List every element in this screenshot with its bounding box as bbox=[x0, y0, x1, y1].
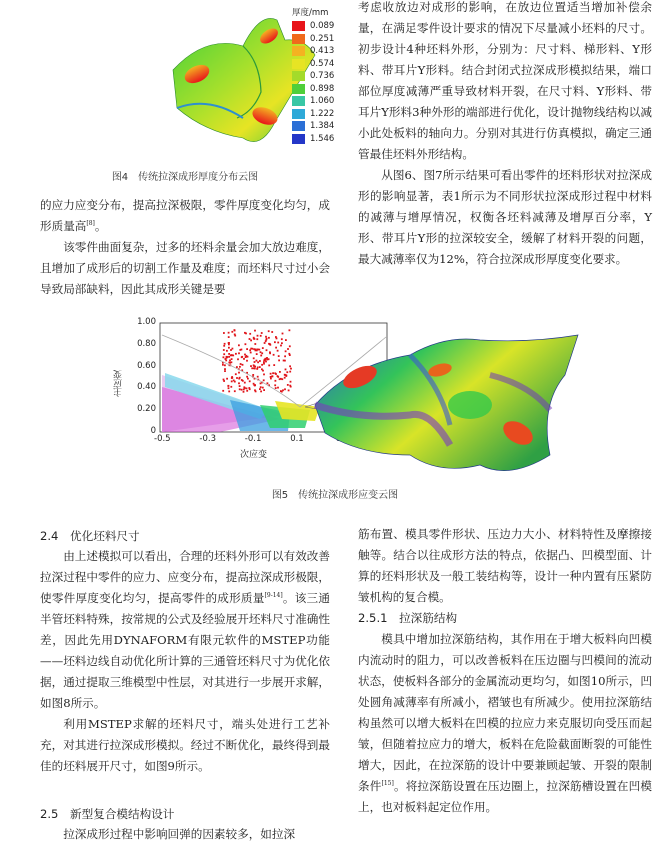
y-tick-label: 1.00 bbox=[137, 317, 156, 327]
scatter-point bbox=[267, 382, 269, 384]
legend-value: 0.736 bbox=[310, 71, 335, 81]
left-top-text bbox=[40, 195, 330, 300]
scatter-point bbox=[250, 365, 252, 367]
scatter-point bbox=[243, 391, 245, 393]
legend-swatch bbox=[292, 134, 305, 144]
scatter-point bbox=[254, 361, 256, 363]
scatter-point bbox=[281, 378, 283, 380]
strain-plot bbox=[110, 315, 580, 485]
scatter-point bbox=[260, 351, 262, 353]
scatter-point bbox=[224, 343, 226, 345]
scatter-point bbox=[231, 376, 233, 378]
x-tick-label: -0.5 bbox=[154, 434, 171, 444]
scatter-point bbox=[254, 330, 256, 332]
legend-swatch bbox=[292, 21, 305, 31]
scatter-point bbox=[245, 333, 247, 335]
scatter-point bbox=[224, 364, 226, 366]
scatter-point bbox=[271, 331, 273, 333]
scatter-point bbox=[263, 374, 265, 376]
scatter-point bbox=[255, 350, 257, 352]
scatter-point bbox=[263, 363, 265, 365]
scatter-point bbox=[283, 360, 285, 362]
scatter-point bbox=[237, 358, 239, 360]
scatter-point bbox=[284, 374, 286, 376]
scatter-point bbox=[248, 387, 250, 389]
scatter-point bbox=[228, 362, 230, 364]
scatter-point bbox=[238, 382, 240, 384]
scatter-point bbox=[253, 357, 255, 359]
scatter-point bbox=[266, 359, 268, 361]
scatter-point bbox=[238, 344, 240, 346]
scatter-point bbox=[273, 354, 275, 356]
scatter-point bbox=[255, 391, 257, 393]
scatter-point bbox=[278, 355, 280, 357]
scatter-point bbox=[266, 357, 268, 359]
section-2-5-1-heading: 2.5.1 拉深筋结构 bbox=[358, 611, 458, 625]
scatter-point bbox=[239, 349, 241, 351]
scatter-point bbox=[224, 368, 226, 370]
scatter-point bbox=[227, 385, 229, 387]
scatter-point bbox=[268, 337, 270, 339]
scatter-point bbox=[265, 361, 267, 363]
scatter-point bbox=[231, 358, 233, 360]
scatter-point bbox=[263, 379, 265, 381]
legend-title: 厚度/mm bbox=[292, 8, 329, 18]
scatter-point bbox=[251, 367, 253, 369]
scatter-point bbox=[284, 377, 286, 379]
scatter-point bbox=[280, 345, 282, 347]
citation: [8] bbox=[86, 220, 95, 227]
scatter-point bbox=[223, 332, 225, 334]
scatter-point bbox=[231, 354, 233, 356]
legend-value: 0.413 bbox=[310, 46, 335, 56]
scatter-point bbox=[259, 360, 261, 362]
scatter-point bbox=[235, 353, 237, 355]
scatter-point bbox=[261, 352, 263, 354]
scatter-point bbox=[277, 375, 279, 377]
scatter-point bbox=[230, 386, 232, 388]
scatter-point bbox=[257, 361, 259, 363]
scatter-point bbox=[222, 390, 224, 392]
scatter-point bbox=[241, 379, 243, 381]
scatter-point bbox=[270, 378, 272, 380]
scatter-point bbox=[269, 352, 271, 354]
scatter-point bbox=[231, 381, 233, 383]
scatter-point bbox=[263, 361, 265, 363]
scatter-point bbox=[260, 386, 262, 388]
scatter-point bbox=[281, 342, 283, 344]
scatter-point bbox=[265, 340, 267, 342]
scatter-point bbox=[236, 377, 238, 379]
scatter-point bbox=[232, 348, 234, 350]
paragraph: 该零件曲面复杂，过多的坯料余量会加大放边难度，且增加了成形后的切割工作量及难度；而坯料尺寸过小会导致局部缺料，因此其成形关键是要 bbox=[40, 240, 330, 296]
scatter-point bbox=[246, 390, 248, 392]
scatter-point bbox=[246, 348, 248, 350]
figure-5-caption: 图5 传统拉深成形应变云图 bbox=[271, 490, 399, 501]
y-tick-label: 0 bbox=[150, 426, 156, 436]
legend-swatch bbox=[292, 109, 305, 119]
scatter-point bbox=[275, 380, 277, 382]
scatter-point bbox=[239, 385, 241, 387]
scatter-point bbox=[286, 371, 288, 373]
legend-value: 1.546 bbox=[310, 133, 335, 144]
legend-value: 0.574 bbox=[310, 58, 335, 69]
scatter-point bbox=[269, 344, 271, 346]
scatter-point bbox=[254, 384, 256, 386]
scatter-point bbox=[244, 387, 246, 389]
paragraph: 模具中增加拉深筋结构，其作用在于增大板料向凹模内流动时的阻力，可以改善板料在压边圈与凹模间的流动状态，使板料各部分的金属流动更均匀，如图10所示，凹处圆角减薄率有所减小，褶皱也有所减少。使用拉深筋结构虽然可以增大板料在凹模的拉应力来克服切向受压而起皱，但随着拉应力的增大，板料在危险截面断裂的可能性增大，因此，在拉深筋的设计中要兼顾起皱、开裂的限制条件[15]。将拉深筋设置在压边圈上，拉深筋槽设置在凹模上，也对板料起定位作用。 bbox=[358, 632, 652, 814]
scatter-point bbox=[279, 378, 281, 380]
scatter-point bbox=[266, 349, 268, 351]
scatter-point bbox=[274, 341, 276, 343]
scatter-point bbox=[258, 349, 260, 351]
scatter-point bbox=[260, 355, 262, 357]
scatter-point bbox=[246, 360, 248, 362]
scatter-point bbox=[268, 365, 270, 367]
scatter-point bbox=[239, 366, 241, 368]
scatter-point bbox=[279, 371, 281, 373]
scatter-point bbox=[274, 384, 276, 386]
scatter-point bbox=[247, 378, 249, 380]
left-bottom-tail bbox=[40, 824, 330, 845]
scatter-point bbox=[289, 329, 291, 331]
scatter-point bbox=[274, 372, 276, 374]
scatter-point bbox=[226, 356, 228, 358]
scatter-point bbox=[254, 343, 256, 345]
scatter-point bbox=[222, 364, 224, 366]
left-bottom-text bbox=[40, 546, 330, 777]
scatter-point bbox=[288, 353, 290, 355]
x-tick-label: 0.1 bbox=[290, 434, 304, 444]
scatter-point bbox=[287, 348, 289, 350]
paragraph: 由上述模拟可以看出，合理的坯料外形可以有效改善拉深过程中零件的应力、应变分布，提高拉深成形极限，使零件厚度变化均匀，提高零件的成形质量[9-14]。该三通半管坯料特殊，按常规的公式及经验展开坯料尺寸准确性差，因此先用DYNAFORM有限元软件的MSTEP功能——坯料边线自动优化所计算的三通管坯料尺寸为优化依据，通过提取三维模型中性层，对其进行一步展开求解，如图8所示。 bbox=[40, 549, 330, 710]
legend-swatch bbox=[292, 96, 305, 106]
scatter-point bbox=[275, 347, 277, 349]
scatter-point bbox=[275, 387, 277, 389]
scatter-point bbox=[228, 356, 230, 358]
legend-swatch bbox=[292, 84, 305, 94]
legend-value: 1.060 bbox=[310, 96, 335, 106]
scatter-point bbox=[289, 365, 291, 367]
scatter-point bbox=[239, 388, 241, 390]
scatter-point bbox=[270, 373, 272, 375]
scatter-point bbox=[264, 342, 266, 344]
legend-value: 1.222 bbox=[310, 108, 335, 119]
scatter-point bbox=[268, 330, 270, 332]
paragraph: 筋布置、模具零件形状、压边力大小、材料特性及摩擦接触等。结合以往成形方法的特点，依据凸、凹模型面、计算的坯料形状及一般工装结构等，设计一种内置有压紧防皱机构的复合模。 bbox=[358, 527, 652, 604]
scatter-point bbox=[256, 353, 258, 355]
scatter-point bbox=[257, 335, 259, 337]
scatter-point bbox=[277, 350, 279, 352]
scatter-point bbox=[231, 331, 233, 333]
scatter-point bbox=[256, 360, 258, 362]
y-tick-label: 0.20 bbox=[137, 404, 156, 415]
scatter-point bbox=[290, 381, 292, 383]
scatter-point bbox=[240, 363, 242, 365]
y-tick-label: 0.60 bbox=[137, 360, 156, 371]
scatter-point bbox=[228, 336, 230, 338]
scatter-point bbox=[244, 354, 246, 356]
scatter-point bbox=[254, 366, 256, 368]
paragraph: 的应力应变分布，提高拉深极限，零件厚度变化均匀，成形质量高[8]。 bbox=[40, 198, 330, 233]
scatter-point bbox=[236, 366, 238, 368]
scatter-point bbox=[253, 367, 255, 369]
legend-swatch bbox=[292, 46, 305, 56]
scatter-point bbox=[228, 347, 230, 349]
scatter-point bbox=[260, 335, 262, 337]
y-tick-label: 0.40 bbox=[137, 382, 156, 393]
legend-swatch bbox=[292, 34, 305, 44]
scatter-point bbox=[228, 387, 230, 389]
thickness-legend bbox=[292, 6, 352, 156]
scatter-point bbox=[284, 355, 286, 357]
scatter-point bbox=[246, 388, 248, 390]
scatter-point bbox=[238, 352, 240, 354]
scatter-point bbox=[270, 376, 272, 378]
paragraph: 从图6、图7所示结果可看出零件的坯料形状对拉深成形的影响显著，表1所示为不同形状拉深成形过程中材料的减薄与增厚情况，权衡各坯料减薄及增厚百分率，Y形、带耳片Y形的拉深较安全，缓解了材料开裂的问题，最大减薄率仅为12%，符合拉深成形厚度变化要求。 bbox=[358, 168, 652, 266]
scatter-point bbox=[260, 391, 262, 393]
scatter-point bbox=[246, 376, 248, 378]
scatter-point bbox=[243, 358, 245, 360]
scatter-point bbox=[250, 352, 252, 354]
right-bottom-text-2 bbox=[358, 629, 652, 818]
scatter-point bbox=[262, 370, 264, 372]
legend-value: 1.384 bbox=[310, 121, 335, 131]
scatter-point bbox=[271, 375, 273, 377]
scatter-point bbox=[290, 386, 292, 388]
scatter-point bbox=[235, 373, 237, 375]
scatter-point bbox=[238, 372, 240, 374]
paragraph: 利用MSTEP求解的坯料尺寸，端头处进行工艺补充，对其进行拉深成形模拟。经过不断优化，最终得到最佳的坯料展开尺寸，如图9所示。 bbox=[40, 717, 330, 773]
x-tick-label: -0.3 bbox=[199, 434, 216, 444]
scatter-point bbox=[290, 368, 292, 370]
scatter-point bbox=[228, 353, 230, 355]
legend-value: 0.251 bbox=[310, 33, 335, 44]
scatter-point bbox=[282, 333, 284, 335]
scatter-point bbox=[249, 333, 251, 335]
scatter-point bbox=[244, 382, 246, 384]
scatter-point bbox=[262, 387, 264, 389]
right-bottom-text bbox=[358, 524, 652, 608]
scatter-point bbox=[257, 367, 259, 369]
scatter-point bbox=[223, 380, 225, 382]
scatter-point bbox=[226, 350, 228, 352]
figure-4-caption: 图4 传统拉深成形厚度分布云图 bbox=[111, 172, 259, 183]
scatter-point bbox=[285, 350, 287, 352]
scatter-point bbox=[229, 360, 231, 362]
scatter-point bbox=[276, 338, 278, 340]
scatter-point bbox=[256, 338, 258, 340]
scatter-point bbox=[272, 372, 274, 374]
flc-xlabel: 次应变 bbox=[240, 450, 268, 460]
scatter-point bbox=[250, 340, 252, 342]
scatter-point bbox=[223, 356, 225, 358]
scatter-point bbox=[284, 388, 286, 390]
scatter-point bbox=[263, 389, 265, 391]
section-2-5-heading: 2.5 新型复合模结构设计 bbox=[40, 807, 175, 821]
scatter-point bbox=[241, 389, 243, 391]
scatter-point bbox=[234, 381, 236, 383]
scatter-point bbox=[259, 388, 261, 390]
scatter-point bbox=[234, 334, 236, 336]
legend-value: 0.898 bbox=[310, 83, 335, 94]
scatter-point bbox=[228, 342, 230, 344]
scatter-point bbox=[223, 353, 225, 355]
scatter-point bbox=[252, 374, 254, 376]
scatter-point bbox=[225, 358, 227, 360]
scatter-point bbox=[241, 356, 243, 358]
scatter-point bbox=[259, 366, 261, 368]
scatter-point bbox=[239, 377, 241, 379]
scatter-point bbox=[285, 369, 287, 371]
scatter-point bbox=[277, 342, 279, 344]
scatter-point bbox=[287, 384, 289, 386]
paragraph: 拉深成形过程中影响回弹的因素较多，如拉深 bbox=[63, 827, 296, 841]
right-top-text bbox=[358, 0, 652, 270]
paragraph: 考虑收放边对成形的影响，在放边位置适当增加补偿余量，在满足零件设计要求的情况下尽量减小坯料的尺寸。初步设计4种坯料外形，分别为：尺寸料、梯形料、Y形料、带耳片Y形料。结合封闭式拉深成形模拟结果，端口部位厚度减薄严重导致材料开裂，在尺寸料、Y形料、带耳片Y形料3种外形的端部进行优化，设计抛物线结构以减小此处板料的轴向力。分别对其进行仿真模拟，确定三通管最佳坯料外形结构。 bbox=[358, 0, 652, 161]
scatter-point bbox=[242, 364, 244, 366]
citation: [9-14] bbox=[264, 592, 283, 599]
scatter-point bbox=[278, 360, 280, 362]
scatter-point bbox=[281, 338, 283, 340]
scatter-point bbox=[245, 343, 247, 345]
figure-5 bbox=[110, 315, 580, 485]
scatter-point bbox=[249, 349, 251, 351]
scatter-point bbox=[280, 390, 282, 392]
legend-swatch bbox=[292, 59, 305, 69]
section-2-4-heading: 2.4 优化坯料尺寸 bbox=[40, 529, 140, 543]
legend-value: 0.089 bbox=[310, 21, 335, 31]
flc-ylabel: 主应变 bbox=[114, 370, 124, 397]
scatter-point bbox=[226, 378, 228, 380]
scatter-point bbox=[253, 338, 255, 340]
scatter-point bbox=[234, 330, 236, 332]
scatter-point bbox=[261, 364, 263, 366]
scatter-point bbox=[265, 336, 267, 338]
scatter-point bbox=[249, 338, 251, 340]
scatter-point bbox=[289, 345, 291, 347]
scatter-point bbox=[228, 332, 230, 334]
scatter-point bbox=[285, 339, 287, 341]
scatter-point bbox=[261, 332, 263, 334]
scatter-point bbox=[249, 380, 251, 382]
scatter-point bbox=[224, 370, 226, 372]
scatter-point bbox=[257, 376, 259, 378]
scatter-point bbox=[288, 390, 290, 392]
scatter-point bbox=[273, 364, 275, 366]
legend-swatch bbox=[292, 121, 305, 131]
scatter-point bbox=[262, 347, 264, 349]
x-tick-label: -0.1 bbox=[244, 434, 262, 444]
scatter-point bbox=[277, 387, 279, 389]
scatter-point bbox=[285, 375, 287, 377]
scatter-point bbox=[289, 371, 291, 373]
scatter-point bbox=[251, 348, 253, 350]
scatter-point bbox=[223, 349, 225, 351]
y-tick-label: 0.80 bbox=[137, 338, 156, 349]
legend-swatch bbox=[292, 71, 305, 81]
scatter-point bbox=[223, 345, 225, 347]
citation: [15] bbox=[381, 780, 394, 787]
scatter-point bbox=[228, 391, 230, 393]
scatter-point bbox=[234, 390, 236, 392]
